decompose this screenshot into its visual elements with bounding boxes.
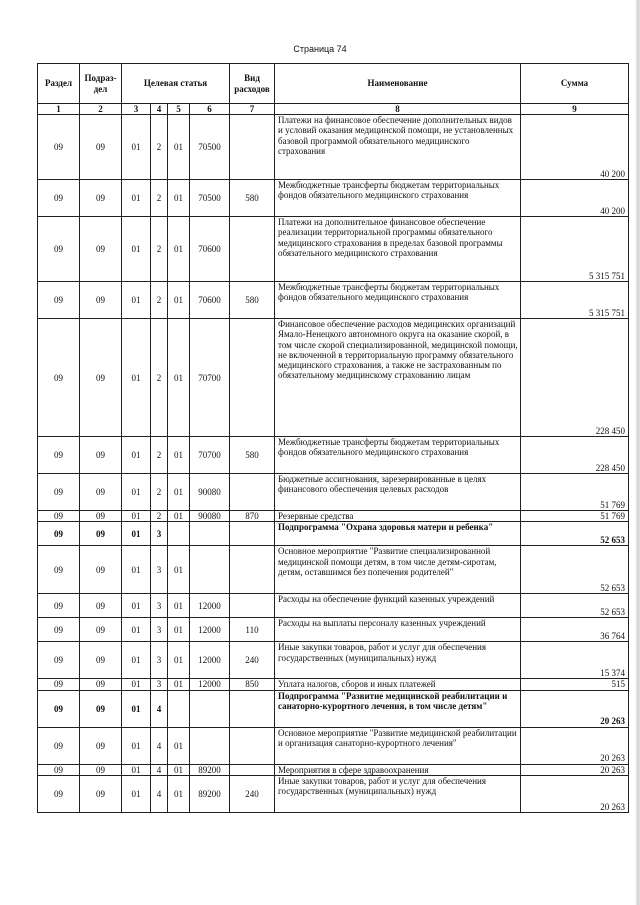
- ts-programma-cell: 01: [122, 282, 151, 319]
- naimenovanie-cell: Иные закупки товаров, работ и услуг для обеспечения государственных (муниципальных) нужд: [275, 775, 521, 812]
- table-row: [38, 642, 629, 679]
- ts-podprogramma-cell: 3: [151, 594, 168, 618]
- razdel-cell: 09: [38, 522, 80, 546]
- ts-programma-cell: 01: [122, 679, 151, 690]
- naimenovanie-cell: Финансовое обеспечение расходов медицинских организаций Ямало-Ненецкого автономного округа на оказание скорой, в том числе скорой специализированной, медицинской помощи, не включенной в территориальную программу обязательного медицинского страхования, а также не застрахованным по обязательному медицинскому страхованию лицам: [275, 319, 521, 437]
- ts-podprogramma-cell: 4: [151, 690, 168, 727]
- razdel-cell: 09: [38, 764, 80, 775]
- table-row: [38, 511, 629, 522]
- summa-cell: 20 263: [521, 764, 629, 775]
- budget-table: [37, 63, 629, 813]
- col-number: 9: [521, 104, 629, 115]
- razdel-cell: 09: [38, 642, 80, 679]
- ts-programma-cell: 01: [122, 594, 151, 618]
- ts-napravlenie-cell: 70500: [190, 180, 230, 217]
- ts-meropriyatie-cell: [168, 690, 190, 727]
- razdel-cell: 09: [38, 511, 80, 522]
- ts-podprogramma-cell: 3: [151, 642, 168, 679]
- ts-meropriyatie-cell: 01: [168, 217, 190, 282]
- vid-rashodov-cell: [230, 690, 275, 727]
- naimenovanie-cell: Межбюджетные трансферты бюджетам территориальных фондов обязательного медицинского страхования: [275, 282, 521, 319]
- ts-podprogramma-cell: 4: [151, 764, 168, 775]
- table-row: [38, 180, 629, 217]
- ts-napravlenie-cell: 89200: [190, 775, 230, 812]
- ts-meropriyatie-cell: 01: [168, 511, 190, 522]
- ts-podprogramma-cell: 2: [151, 180, 168, 217]
- summa-cell: 228 450: [521, 437, 629, 474]
- razdel-cell: 09: [38, 180, 80, 217]
- razdel-cell: 09: [38, 319, 80, 437]
- summa-cell: 52 653: [521, 546, 629, 594]
- razdel-cell: 09: [38, 282, 80, 319]
- ts-napravlenie-cell: 70700: [190, 437, 230, 474]
- summa-cell: 52 653: [521, 594, 629, 618]
- vid-rashodov-cell: [230, 594, 275, 618]
- summa-cell: 15 374: [521, 642, 629, 679]
- ts-meropriyatie-cell: 01: [168, 594, 190, 618]
- col-number: 8: [275, 104, 521, 115]
- razdel-cell: 09: [38, 679, 80, 690]
- podrazdel-cell: 09: [80, 319, 122, 437]
- table-row: [38, 282, 629, 319]
- podrazdel-cell: 09: [80, 594, 122, 618]
- vid-rashodov-cell: [230, 764, 275, 775]
- podrazdel-cell: 09: [80, 437, 122, 474]
- vid-rashodov-cell: [230, 474, 275, 511]
- ts-programma-cell: 01: [122, 690, 151, 727]
- ts-napravlenie-cell: 90080: [190, 511, 230, 522]
- podrazdel-cell: 09: [80, 775, 122, 812]
- ts-podprogramma-cell: 2: [151, 437, 168, 474]
- table-row: [38, 764, 629, 775]
- naimenovanie-cell: Основное мероприятие "Развитие медицинской реабилитации и организация санаторно-курортного лечения": [275, 727, 521, 764]
- ts-meropriyatie-cell: 01: [168, 180, 190, 217]
- podrazdel-cell: 09: [80, 727, 122, 764]
- ts-napravlenie-cell: [190, 727, 230, 764]
- razdel-cell: 09: [38, 775, 80, 812]
- table-row: [38, 727, 629, 764]
- vid-rashodov-cell: 580: [230, 437, 275, 474]
- table-row: [38, 679, 629, 690]
- ts-napravlenie-cell: 12000: [190, 594, 230, 618]
- summa-cell: 51 769: [521, 474, 629, 511]
- naimenovanie-cell: Платежи на дополнительное финансовое обеспечение реализации территориальной программы обязательного медицинского страхования в пределах базовой программы обязательного медицинского страхования: [275, 217, 521, 282]
- podrazdel-cell: 09: [80, 546, 122, 594]
- razdel-cell: 09: [38, 618, 80, 642]
- vid-rashodov-cell: 580: [230, 282, 275, 319]
- col-number: 6: [190, 104, 230, 115]
- naimenovanie-cell: Иные закупки товаров, работ и услуг для обеспечения государственных (муниципальных) нужд: [275, 642, 521, 679]
- razdel-cell: 09: [38, 546, 80, 594]
- naimenovanie-cell: Расходы на обеспечение функций казенных учреждений: [275, 594, 521, 618]
- vid-rashodov-cell: 240: [230, 642, 275, 679]
- ts-programma-cell: 01: [122, 319, 151, 437]
- header-razdel: Раздел: [38, 64, 80, 104]
- ts-napravlenie-cell: 12000: [190, 618, 230, 642]
- razdel-cell: 09: [38, 594, 80, 618]
- ts-programma-cell: 01: [122, 115, 151, 180]
- podrazdel-cell: 09: [80, 618, 122, 642]
- col-number: 1: [38, 104, 80, 115]
- razdel-cell: 09: [38, 474, 80, 511]
- ts-programma-cell: 01: [122, 511, 151, 522]
- ts-podprogramma-cell: 2: [151, 115, 168, 180]
- header-row: [38, 64, 629, 104]
- col-number: 3: [122, 104, 151, 115]
- podrazdel-cell: 09: [80, 642, 122, 679]
- razdel-cell: 09: [38, 727, 80, 764]
- ts-napravlenie-cell: 70500: [190, 115, 230, 180]
- naimenovanie-cell: Подпрограмма "Развитие медицинской реабилитации и санаторно-курортного лечения, в том числе детям": [275, 690, 521, 727]
- podrazdel-cell: 09: [80, 115, 122, 180]
- ts-napravlenie-cell: 70600: [190, 217, 230, 282]
- ts-napravlenie-cell: 90080: [190, 474, 230, 511]
- ts-podprogramma-cell: 4: [151, 727, 168, 764]
- table-row: [38, 474, 629, 511]
- ts-napravlenie-cell: 70600: [190, 282, 230, 319]
- summa-cell: 20 263: [521, 690, 629, 727]
- summa-cell: 20 263: [521, 775, 629, 812]
- ts-napravlenie-cell: [190, 522, 230, 546]
- ts-napravlenie-cell: [190, 690, 230, 727]
- ts-meropriyatie-cell: 01: [168, 115, 190, 180]
- ts-napravlenie-cell: 12000: [190, 679, 230, 690]
- table-row: [38, 546, 629, 594]
- ts-podprogramma-cell: 2: [151, 474, 168, 511]
- summa-cell: 20 263: [521, 727, 629, 764]
- vid-rashodov-cell: [230, 217, 275, 282]
- ts-podprogramma-cell: 2: [151, 282, 168, 319]
- summa-cell: 5 315 751: [521, 282, 629, 319]
- ts-meropriyatie-cell: 01: [168, 282, 190, 319]
- page-number: Страница 74: [293, 44, 347, 54]
- vid-rashodov-cell: 850: [230, 679, 275, 690]
- vid-rashodov-cell: [230, 319, 275, 437]
- header-podrazdel: Подраз-дел: [80, 64, 122, 104]
- table-row: [38, 594, 629, 618]
- vid-rashodov-cell: [230, 522, 275, 546]
- razdel-cell: 09: [38, 690, 80, 727]
- naimenovanie-cell: Расходы на выплаты персоналу казенных учреждений: [275, 618, 521, 642]
- ts-programma-cell: 01: [122, 180, 151, 217]
- ts-podprogramma-cell: 3: [151, 546, 168, 594]
- table-row: [38, 775, 629, 812]
- ts-podprogramma-cell: 3: [151, 618, 168, 642]
- naimenovanie-cell: Подпрограмма "Охрана здоровья матери и ребенка": [275, 522, 521, 546]
- ts-meropriyatie-cell: 01: [168, 319, 190, 437]
- ts-programma-cell: 01: [122, 474, 151, 511]
- naimenovanie-cell: Основное мероприятие "Развитие специализированной медицинской помощи детям, в том числе детям-сиротам, детям, оставшимся без попечения родителей": [275, 546, 521, 594]
- ts-programma-cell: 01: [122, 642, 151, 679]
- ts-programma-cell: 01: [122, 775, 151, 812]
- ts-meropriyatie-cell: 01: [168, 642, 190, 679]
- ts-podprogramma-cell: 3: [151, 522, 168, 546]
- ts-meropriyatie-cell: 01: [168, 764, 190, 775]
- podrazdel-cell: 09: [80, 180, 122, 217]
- table-row: [38, 618, 629, 642]
- scan-edge-shadow: [635, 0, 640, 905]
- table-row: [38, 319, 629, 437]
- razdel-cell: 09: [38, 437, 80, 474]
- podrazdel-cell: 09: [80, 690, 122, 727]
- naimenovanie-cell: Межбюджетные трансферты бюджетам территориальных фондов обязательного медицинского страхования: [275, 437, 521, 474]
- ts-programma-cell: 01: [122, 764, 151, 775]
- ts-programma-cell: 01: [122, 522, 151, 546]
- podrazdel-cell: 09: [80, 522, 122, 546]
- naimenovanie-cell: Мероприятия в сфере здравоохранения: [275, 764, 521, 775]
- ts-napravlenie-cell: [190, 546, 230, 594]
- vid-rashodov-cell: 580: [230, 180, 275, 217]
- ts-meropriyatie-cell: 01: [168, 474, 190, 511]
- ts-podprogramma-cell: 2: [151, 217, 168, 282]
- column-number-row: [38, 104, 629, 115]
- table-row: [38, 437, 629, 474]
- vid-rashodov-cell: [230, 727, 275, 764]
- ts-napravlenie-cell: 12000: [190, 642, 230, 679]
- ts-podprogramma-cell: 2: [151, 511, 168, 522]
- summa-cell: 515: [521, 679, 629, 690]
- vid-rashodov-cell: 240: [230, 775, 275, 812]
- podrazdel-cell: 09: [80, 511, 122, 522]
- summa-cell: 51 769: [521, 511, 629, 522]
- table-body: [38, 115, 629, 813]
- ts-programma-cell: 01: [122, 437, 151, 474]
- header-naimenovanie: Наименование: [275, 64, 521, 104]
- ts-podprogramma-cell: 4: [151, 775, 168, 812]
- vid-rashodov-cell: 110: [230, 618, 275, 642]
- summa-cell: 228 450: [521, 319, 629, 437]
- ts-napravlenie-cell: 70700: [190, 319, 230, 437]
- naimenovanie-cell: Межбюджетные трансферты бюджетам территориальных фондов обязательного медицинского страхования: [275, 180, 521, 217]
- header-vid-rashodov: Вид расходов: [230, 64, 275, 104]
- ts-programma-cell: 01: [122, 618, 151, 642]
- ts-meropriyatie-cell: 01: [168, 437, 190, 474]
- ts-programma-cell: 01: [122, 217, 151, 282]
- razdel-cell: 09: [38, 217, 80, 282]
- ts-podprogramma-cell: 2: [151, 319, 168, 437]
- ts-podprogramma-cell: 3: [151, 679, 168, 690]
- ts-meropriyatie-cell: 01: [168, 546, 190, 594]
- vid-rashodov-cell: [230, 546, 275, 594]
- naimenovanie-cell: Резервные средства: [275, 511, 521, 522]
- summa-cell: 5 315 751: [521, 217, 629, 282]
- ts-meropriyatie-cell: [168, 522, 190, 546]
- col-number: 7: [230, 104, 275, 115]
- ts-programma-cell: 01: [122, 546, 151, 594]
- ts-napravlenie-cell: 89200: [190, 764, 230, 775]
- podrazdel-cell: 09: [80, 679, 122, 690]
- ts-meropriyatie-cell: 01: [168, 618, 190, 642]
- vid-rashodov-cell: 870: [230, 511, 275, 522]
- ts-programma-cell: 01: [122, 727, 151, 764]
- ts-meropriyatie-cell: 01: [168, 775, 190, 812]
- naimenovanie-cell: Платежи на финансовое обеспечение дополнительных видов и условий оказания медицинской помощи, не установленных базовой программой обязательного медицинского страхования: [275, 115, 521, 180]
- table-row: [38, 115, 629, 180]
- header-tselevaya-statya: Целевая статья: [122, 64, 230, 104]
- ts-meropriyatie-cell: 01: [168, 679, 190, 690]
- header-summa: Сумма: [521, 64, 629, 104]
- podrazdel-cell: 09: [80, 764, 122, 775]
- podrazdel-cell: 09: [80, 217, 122, 282]
- summa-cell: 36 764: [521, 618, 629, 642]
- table-row: [38, 217, 629, 282]
- summa-cell: 40 200: [521, 115, 629, 180]
- naimenovanie-cell: Бюджетные ассигнования, зарезервированные в целях финансового обеспечения целевых расходов: [275, 474, 521, 511]
- razdel-cell: 09: [38, 115, 80, 180]
- col-number: 4: [151, 104, 168, 115]
- col-number: 5: [168, 104, 190, 115]
- col-number: 2: [80, 104, 122, 115]
- naimenovanie-cell: Уплата налогов, сборов и иных платежей: [275, 679, 521, 690]
- vid-rashodov-cell: [230, 115, 275, 180]
- podrazdel-cell: 09: [80, 282, 122, 319]
- summa-cell: 52 653: [521, 522, 629, 546]
- summa-cell: 40 200: [521, 180, 629, 217]
- ts-meropriyatie-cell: 01: [168, 727, 190, 764]
- podrazdel-cell: 09: [80, 474, 122, 511]
- table-row: [38, 690, 629, 727]
- table-row: [38, 522, 629, 546]
